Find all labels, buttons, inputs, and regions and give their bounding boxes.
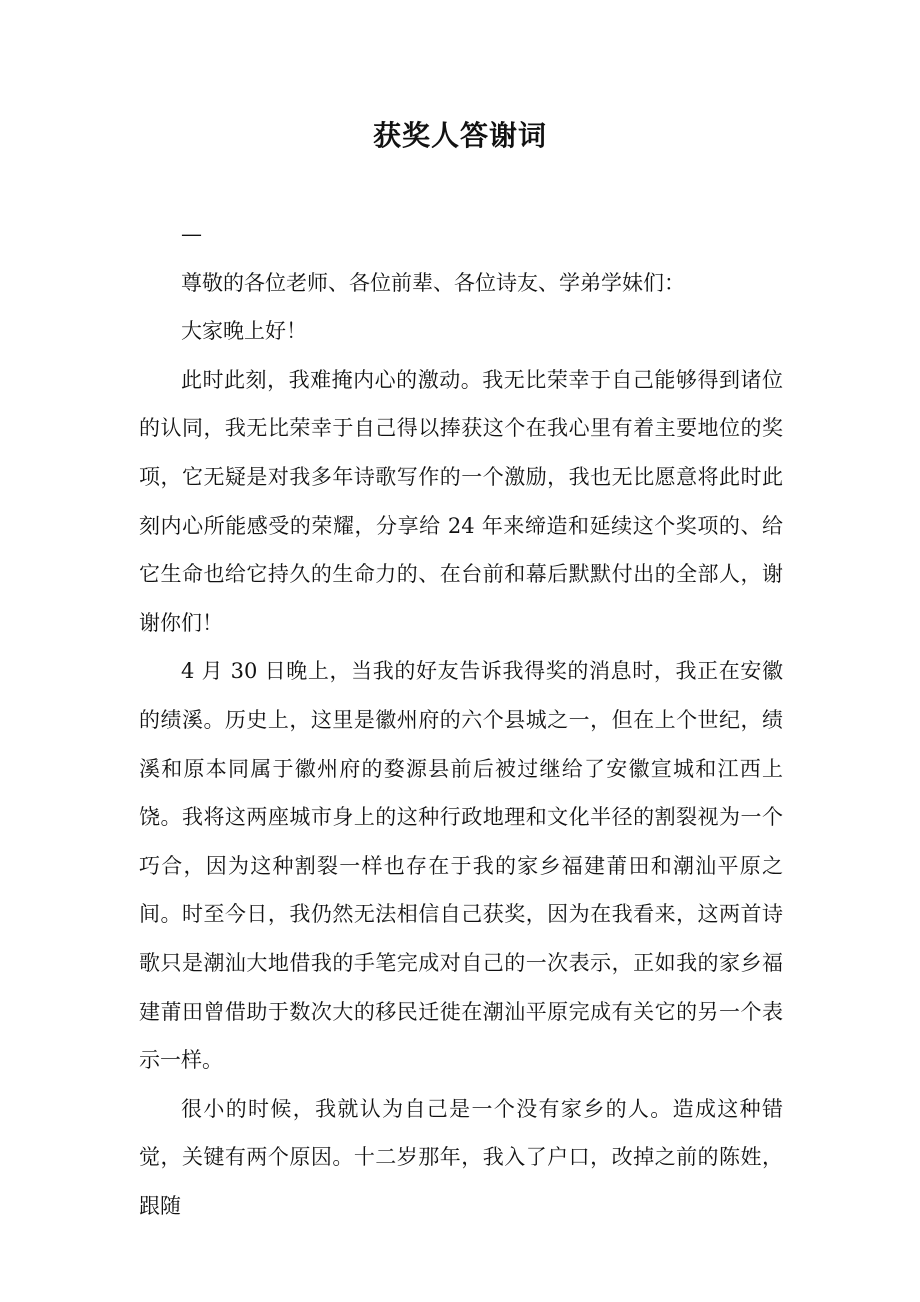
salutation-paragraph: 尊敬的各位老师、各位前辈、各位诗友、学弟学妹们： — [181, 270, 685, 295]
document-body — [139, 210, 783, 1230]
page-title: 获奖人答谢词 — [372, 119, 547, 152]
greeting-paragraph: 大家晚上好！ — [181, 319, 307, 344]
body-paragraph: 4 月 30 日晚上，当我的好友告诉我得奖的消息时，我正在安徽的绩溪。历史上，这里是徽州府的六个县城之一，但在上个世纪，绩溪和原本同属于徽州府的婺源县前后被过继给了安徽宣城和江西上饶。我将这两座城市身上的这种行政地理和文化半径的割裂视为一个巧合，因为这种割裂一样也存在于我的家乡福建莆田和潮汕平原之间。时至今日，我仍然无法相信自己获奖，因为在我看来，这两首诗歌只是潮汕大地借我的手笔完成对自己的一次表示，正如我的家乡福建莆田曾借助于数次大的移民迁徙在潮汕平原完成有关它的另一个表示一样。 — [139, 659, 783, 1073]
body-paragraph: 很小的时候，我就认为自己是一个没有家乡的人。造成这种错觉，关键有两个原因。十二岁那年，我入了户口，改掉之前的陈姓，跟随 — [139, 1096, 783, 1218]
section-marker: — — [181, 222, 202, 246]
body-paragraph: 此时此刻，我难掩内心的激动。我无比荣幸于自己能够得到诸位的认同，我无比荣幸于自己得以捧获这个在我心里有着主要地位的奖项，它无疑是对我多年诗歌写作的一个激励，我也无比愿意将此时此刻内心所能感受的荣耀，分享给 24 年来缔造和延续这个奖项的、给它生命也给它持久的生命力的、在台前和幕后默默付出的全部人，谢谢你们！ — [139, 367, 783, 635]
